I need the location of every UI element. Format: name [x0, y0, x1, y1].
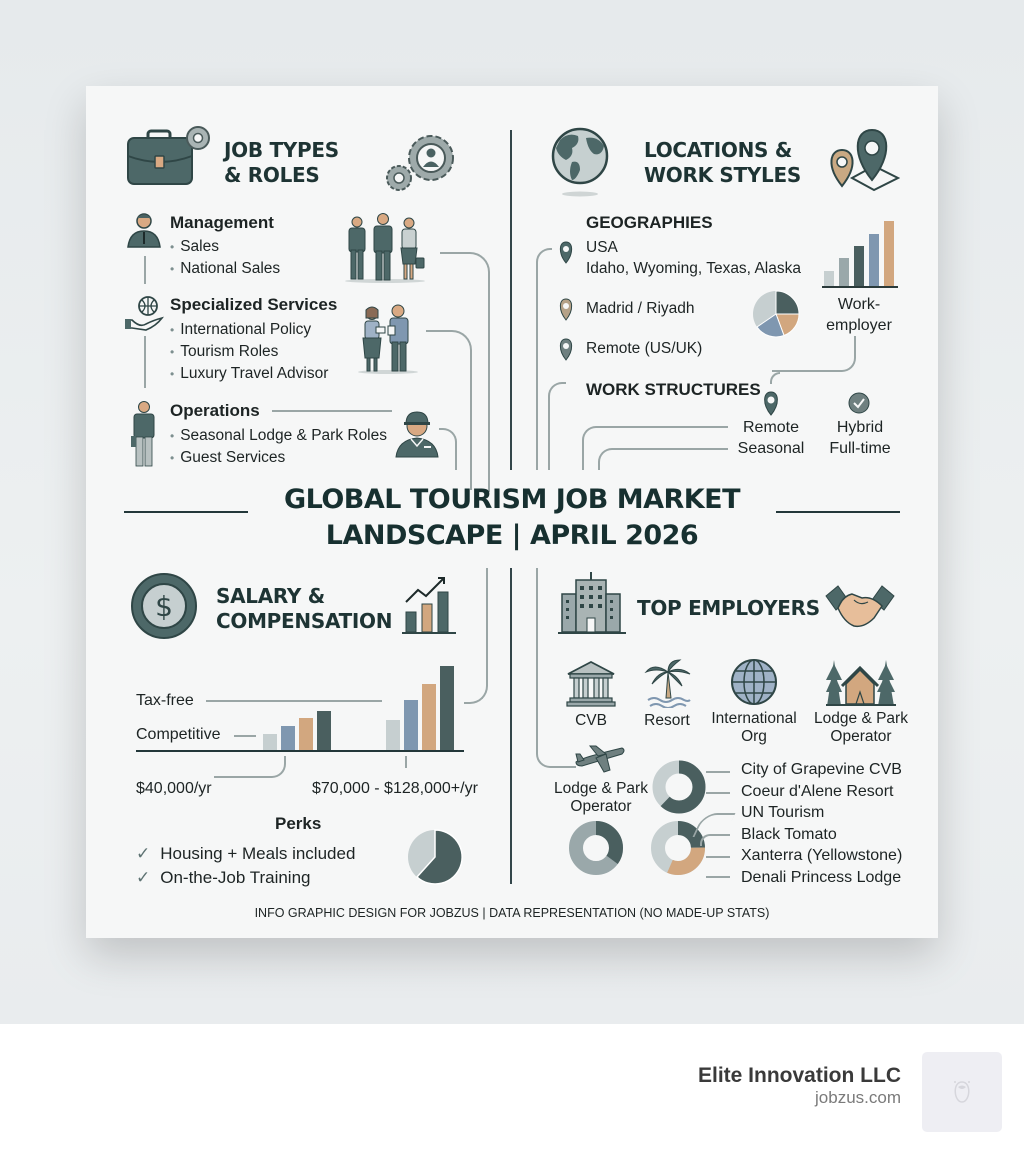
employer-name: UN Tourism	[741, 804, 825, 821]
gears-person-icon	[383, 130, 463, 201]
list-item: • Sales	[170, 236, 280, 258]
leader-line	[700, 834, 730, 846]
pin-icon-madrid	[558, 297, 574, 326]
list-item: • Luxury Travel Advisor	[170, 363, 328, 385]
group-title-operations: Operations	[170, 401, 260, 420]
perk-item: ✓ On-the-Job Training	[136, 868, 311, 887]
leader-line	[706, 771, 730, 773]
leader-line	[706, 792, 730, 794]
job-types-title: JOB TYPES & ROLES	[224, 138, 339, 187]
salary-low-range: $40,000/yr	[136, 780, 212, 797]
world-globe-icon	[550, 126, 610, 203]
employer-name: City of Grapevine CVB	[741, 761, 902, 778]
connector-line	[772, 336, 856, 372]
main-title: GLOBAL TOURISM JOB MARKET LANDSCAPE | APRIL 2026	[283, 484, 741, 551]
divider-vertical-top	[510, 130, 512, 470]
connector-line	[464, 568, 488, 704]
connector-line	[144, 256, 146, 284]
geo-usa: USA Idaho, Wyoming, Texas, Alaska	[586, 239, 801, 277]
list-item: • Tourism Roles	[170, 341, 328, 363]
globe-hand-icon	[124, 294, 164, 339]
svg-text:$: $	[155, 590, 173, 623]
work-employer-bar-chart	[822, 216, 896, 286]
competitive-label: Competitive	[136, 726, 221, 743]
connector-line	[272, 410, 392, 412]
top-employers-title: TOP EMPLOYERS	[637, 596, 820, 620]
connector-line	[405, 756, 407, 768]
locations-title: LOCATIONS & WORK STYLES	[644, 138, 801, 187]
connector-line	[439, 428, 457, 470]
geo-remote: Remote (US/UK)	[586, 340, 703, 357]
cvb-building-icon	[566, 660, 616, 713]
footnote: INFO GRAPHIC DESIGN FOR JOBZUS | DATA REPRESENTATION (NO MADE-UP STATS)	[254, 906, 770, 920]
management-list	[170, 236, 280, 280]
work-structures-label: WORK STRUCTURES	[586, 380, 761, 399]
infographic-card	[86, 86, 938, 938]
work-structure-remote-seasonal: Remote Seasonal	[737, 419, 805, 457]
lodge-trees-icon	[826, 660, 896, 713]
palm-tree-icon	[644, 658, 692, 713]
worker-icon	[130, 400, 158, 473]
mascot-icon	[922, 1052, 1002, 1132]
employer-donut-chart-2	[568, 820, 624, 881]
group-title-specialized: Specialized Services	[170, 295, 338, 314]
handshake-icon	[824, 582, 896, 637]
title-rule-right	[776, 511, 900, 513]
work-employer-label: Work- employer	[826, 296, 892, 334]
title-rule-left	[124, 511, 248, 513]
leader-line	[706, 872, 730, 878]
employer-name: Xanterra (Yellowstone)	[741, 847, 903, 864]
perks-list	[136, 842, 355, 890]
employer-names-list	[741, 759, 902, 888]
list-item: • Seasonal Lodge & Park Roles	[170, 425, 387, 447]
employer-donut-chart-1	[652, 760, 706, 819]
list-item: • National Sales	[170, 258, 280, 280]
consultants-icon	[356, 302, 420, 379]
employer-name: Black Tomato	[741, 825, 837, 843]
brand-url[interactable]: jobzus.com	[815, 1088, 901, 1107]
salary-high-range: $70,000 - $128,000+/yr	[312, 780, 478, 797]
employer-name: Coeur d'Alene Resort	[741, 782, 894, 800]
operations-list	[170, 425, 387, 469]
pin-icon-remote	[558, 337, 574, 366]
connector-line	[214, 756, 286, 778]
connector-line	[598, 448, 728, 470]
airplane-icon	[574, 744, 626, 779]
salary-title: SALARY & COMPENSATION	[216, 584, 393, 633]
office-building-icon	[558, 572, 628, 639]
connector-line	[144, 336, 146, 388]
employer-name: Denali Princess Lodge	[741, 868, 902, 886]
business-people-icon	[343, 212, 427, 289]
connector-line	[548, 382, 566, 470]
specialized-list	[170, 319, 328, 385]
manager-icon	[126, 210, 162, 253]
leader-line	[706, 856, 730, 858]
brand-logo-placeholder[interactable]	[922, 1052, 1002, 1132]
check-icon: ✓	[136, 868, 151, 887]
perks-label: Perks	[275, 814, 322, 833]
brand-footer	[0, 1024, 1024, 1154]
perk-item: ✓ Housing + Meals included	[136, 844, 356, 863]
list-item: • International Policy	[170, 319, 328, 341]
category-international-org: International Org	[711, 710, 797, 745]
brand-name: Elite Innovation LLC	[698, 1064, 901, 1087]
briefcase-icon	[126, 124, 216, 193]
divider-vertical-bottom	[510, 568, 512, 884]
check-circle-icon	[848, 392, 870, 419]
connector-line	[770, 372, 780, 384]
growth-chart-icon	[402, 574, 458, 639]
perks-pie-chart	[406, 828, 464, 891]
geographies-label: GEOGRAPHIES	[586, 213, 713, 232]
category-lodge-park-operator: Lodge & Park Operator	[814, 710, 908, 745]
map-pins-icon	[828, 126, 900, 197]
list-item: • Guest Services	[170, 447, 387, 469]
uniformed-staff-icon	[394, 408, 440, 463]
work-structure-hybrid-fulltime: Hybrid Full-time	[829, 419, 891, 457]
check-icon: ✓	[136, 844, 151, 863]
dollar-coin-icon	[130, 572, 198, 645]
category-cvb: CVB	[575, 712, 607, 729]
category-resort: Resort	[644, 712, 690, 729]
brand-text	[698, 1064, 901, 1108]
group-title-management: Management	[170, 213, 274, 232]
salary-bar-chart	[136, 662, 464, 750]
geo-madrid-riyadh: Madrid / Riyadh	[586, 300, 695, 317]
pin-icon-usa	[558, 240, 574, 269]
plane-category-label: Lodge & Park Operator	[554, 780, 648, 815]
globe-icon	[730, 658, 778, 711]
tax-free-label: Tax-free	[136, 692, 194, 709]
